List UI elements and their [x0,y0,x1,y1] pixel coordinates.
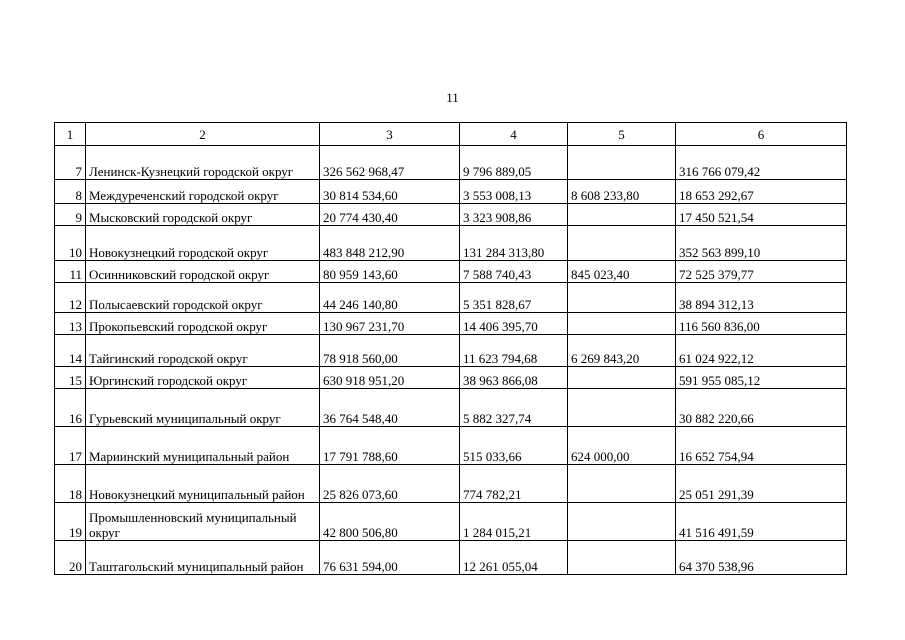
value-col6: 25 051 291,39 [676,465,847,503]
header-cell: 6 [676,123,847,146]
value-col5: 624 000,00 [568,427,676,465]
value-col6: 72 525 379,77 [676,261,847,283]
value-col3: 78 918 560,00 [320,335,460,367]
row-number: 12 [55,283,86,313]
value-col6: 38 894 312,13 [676,283,847,313]
value-col4: 1 284 015,21 [460,503,568,541]
municipality-name: Гурьевский муниципальный округ [86,389,320,427]
value-col4: 515 033,66 [460,427,568,465]
value-col3: 130 967 231,70 [320,313,460,335]
row-number: 9 [55,204,86,226]
row-number: 14 [55,335,86,367]
municipality-name: Таштагольский муниципальный район [86,541,320,575]
municipality-name: Тайгинский городской округ [86,335,320,367]
value-col3: 80 959 143,60 [320,261,460,283]
value-col6: 41 516 491,59 [676,503,847,541]
header-cell: 3 [320,123,460,146]
table-row [55,180,847,204]
municipality-name: Ленинск-Кузнецкий городской округ [86,146,320,180]
value-col4: 38 963 866,08 [460,367,568,389]
value-col5 [568,313,676,335]
municipality-name: Полысаевский городской округ [86,283,320,313]
table-row [55,226,847,261]
municipality-name: Новокузнецкий муниципальный район [86,465,320,503]
table-row [55,313,847,335]
value-col6: 30 882 220,66 [676,389,847,427]
table-row [55,335,847,367]
value-col6: 116 560 836,00 [676,313,847,335]
value-col3: 25 826 073,60 [320,465,460,503]
value-col6: 64 370 538,96 [676,541,847,575]
table-header-row [55,123,847,146]
table-row [55,541,847,575]
value-col5: 6 269 843,20 [568,335,676,367]
row-number: 17 [55,427,86,465]
municipality-name: Прокопьевский городской округ [86,313,320,335]
municipality-name: Междуреченский городской округ [86,180,320,204]
value-col4: 7 588 740,43 [460,261,568,283]
row-number: 15 [55,367,86,389]
value-col6: 591 955 085,12 [676,367,847,389]
value-col3: 36 764 548,40 [320,389,460,427]
row-number: 20 [55,541,86,575]
value-col3: 76 631 594,00 [320,541,460,575]
municipality-name: Осинниковский городской округ [86,261,320,283]
value-col4: 9 796 889,05 [460,146,568,180]
municipality-name: Новокузнецкий городской округ [86,226,320,261]
value-col6: 352 563 899,10 [676,226,847,261]
value-col4: 774 782,21 [460,465,568,503]
row-number: 13 [55,313,86,335]
value-col6: 316 766 079,42 [676,146,847,180]
table-row [55,261,847,283]
value-col3: 44 246 140,80 [320,283,460,313]
value-col4: 5 882 327,74 [460,389,568,427]
header-cell: 1 [55,123,86,146]
value-col5 [568,465,676,503]
row-number: 7 [55,146,86,180]
value-col4: 11 623 794,68 [460,335,568,367]
value-col5 [568,283,676,313]
page-number: 11 [446,90,459,105]
value-col6: 61 024 922,12 [676,335,847,367]
value-col3: 30 814 534,60 [320,180,460,204]
value-col6: 16 652 754,94 [676,427,847,465]
value-col3: 483 848 212,90 [320,226,460,261]
header-cell: 5 [568,123,676,146]
value-col3: 326 562 968,47 [320,146,460,180]
row-number: 16 [55,389,86,427]
value-col5: 845 023,40 [568,261,676,283]
table-row [55,503,847,541]
row-number: 11 [55,261,86,283]
header-cell: 4 [460,123,568,146]
value-col4: 14 406 395,70 [460,313,568,335]
value-col5 [568,226,676,261]
table-row [55,389,847,427]
row-number: 8 [55,180,86,204]
row-number: 19 [55,503,86,541]
value-col5 [568,367,676,389]
row-number: 10 [55,226,86,261]
value-col5 [568,503,676,541]
value-col6: 17 450 521,54 [676,204,847,226]
table-row [55,283,847,313]
value-col5 [568,389,676,427]
value-col4: 12 261 055,04 [460,541,568,575]
value-col3: 42 800 506,80 [320,503,460,541]
value-col4: 3 323 908,86 [460,204,568,226]
municipality-name: Мариинский муниципальный район [86,427,320,465]
header-cell: 2 [86,123,320,146]
value-col3: 17 791 788,60 [320,427,460,465]
value-col4: 131 284 313,80 [460,226,568,261]
municipality-name: Промышленновский муниципальный округ [86,503,320,541]
value-col4: 3 553 008,13 [460,180,568,204]
value-col3: 20 774 430,40 [320,204,460,226]
municipality-name: Мысковский городской округ [86,204,320,226]
value-col5: 8 608 233,80 [568,180,676,204]
value-col5 [568,204,676,226]
table-row [55,146,847,180]
row-number: 18 [55,465,86,503]
value-col6: 18 653 292,67 [676,180,847,204]
value-col4: 5 351 828,67 [460,283,568,313]
table-row [55,465,847,503]
table-row [55,367,847,389]
municipality-name: Юргинский городской округ [86,367,320,389]
table-row [55,427,847,465]
value-col5 [568,146,676,180]
value-col5 [568,541,676,575]
data-table [54,122,847,575]
value-col3: 630 918 951,20 [320,367,460,389]
table-row [55,204,847,226]
